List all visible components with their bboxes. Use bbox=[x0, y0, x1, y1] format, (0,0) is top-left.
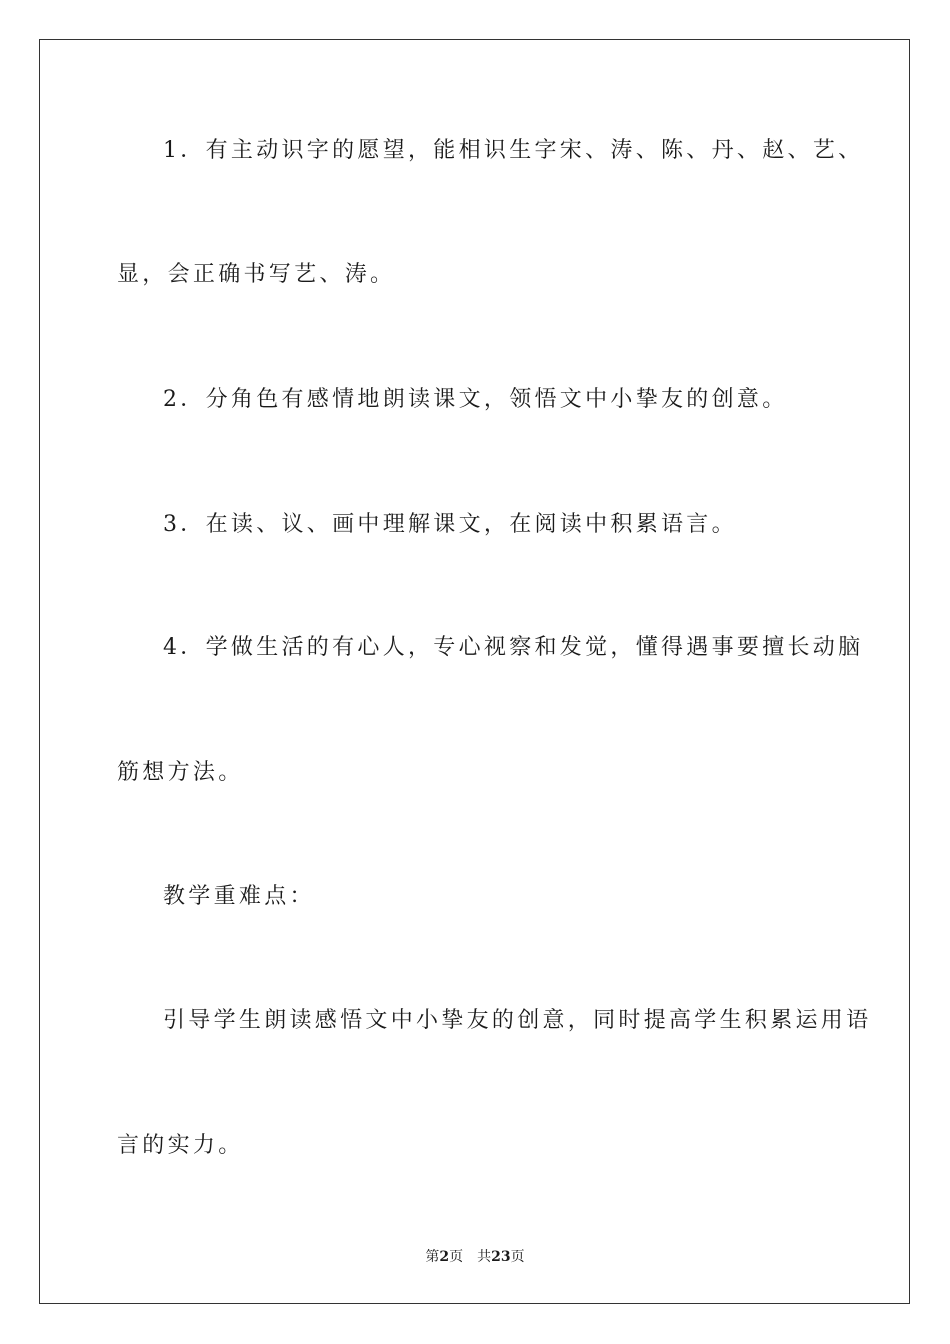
total-pages: 23 bbox=[491, 1249, 511, 1265]
objective-2: 2．分角色有感情地朗读课文，领悟文中小挚友的创意。 bbox=[163, 387, 788, 412]
page-suffix: 页 bbox=[449, 1249, 464, 1265]
objective-1-line-2: 显，会正确书写艺、涛。 bbox=[117, 262, 396, 287]
page-footer bbox=[0, 1248, 950, 1266]
objective-4-line-1: 4．学做生活的有心人，专心视察和发觉，懂得遇事要擅长动脑 bbox=[163, 635, 864, 660]
objective-4-line-2: 筋想方法。 bbox=[117, 760, 244, 785]
objective-1-line-1: 1．有主动识字的愿望，能相识生字宋、涛、陈、丹、赵、艺、 bbox=[163, 138, 864, 163]
total-suffix: 页 bbox=[510, 1249, 525, 1265]
key-point-line-2: 言的实力。 bbox=[117, 1133, 244, 1158]
total-prefix: 共 bbox=[477, 1249, 492, 1265]
objective-3: 3．在读、议、画中理解课文，在阅读中积累语言。 bbox=[163, 512, 737, 537]
page-border bbox=[39, 39, 910, 1304]
page-number: 2 bbox=[439, 1249, 450, 1265]
page-prefix: 第 bbox=[425, 1249, 440, 1265]
section-heading: 教学重难点： bbox=[163, 884, 315, 909]
key-point-line-1: 引导学生朗读感悟文中小挚友的创意，同时提高学生积累运用语 bbox=[163, 1008, 872, 1033]
